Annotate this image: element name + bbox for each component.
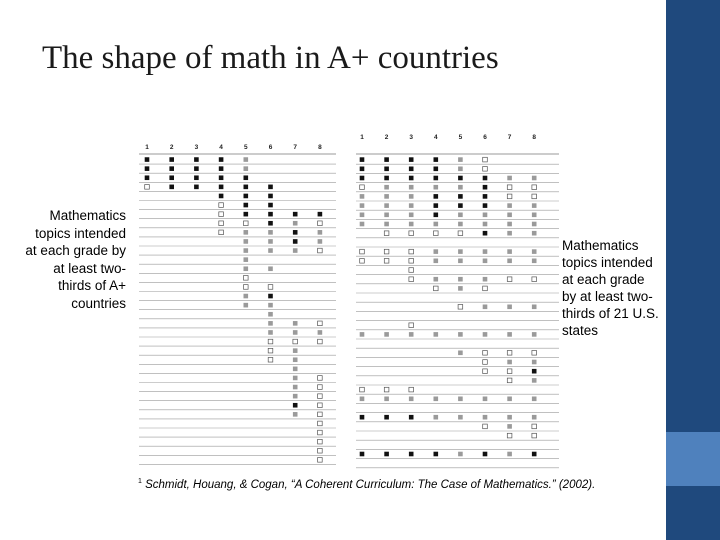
right-marker-open (409, 387, 414, 392)
left-marker-filled (244, 185, 249, 190)
left-marker-gray (244, 303, 249, 308)
right-marker-filled (360, 415, 365, 420)
a-plus-countries-topic-grid (137, 135, 338, 470)
right-marker-gray (507, 176, 512, 181)
right-marker-gray (507, 397, 512, 402)
right-marker-open (507, 194, 512, 199)
left-marker-open (318, 394, 323, 399)
left-marker-open (268, 357, 273, 362)
left-marker-open (219, 221, 224, 226)
left-marker-gray (244, 230, 249, 235)
right-marker-open (483, 351, 488, 356)
right-marker-filled (409, 176, 414, 181)
left-marker-gray (318, 239, 323, 244)
left-marker-open (318, 448, 323, 453)
left-marker-filled (268, 185, 273, 190)
right-marker-gray (384, 194, 389, 199)
right-marker-gray (434, 222, 439, 227)
left-marker-gray (268, 248, 273, 253)
right-marker-filled (458, 194, 463, 199)
right-marker-filled (409, 157, 414, 162)
right-marker-open (409, 231, 414, 236)
right-marker-open (384, 259, 389, 264)
right-marker-gray (360, 194, 365, 199)
left-marker-open (318, 339, 323, 344)
right-marker-gray (384, 222, 389, 227)
right-marker-gray (458, 397, 463, 402)
right-marker-open (360, 259, 365, 264)
right-grade-label: 4 (433, 134, 438, 141)
left-marker-open (244, 276, 249, 281)
left-marker-gray (318, 330, 323, 335)
left-marker-open (244, 285, 249, 290)
left-marker-gray (244, 294, 249, 299)
left-marker-filled (293, 403, 298, 408)
right-marker-filled (458, 176, 463, 181)
left-marker-open (318, 403, 323, 408)
right-marker-open (483, 157, 488, 162)
left-marker-gray (268, 321, 273, 326)
left-grade-label: 8 (318, 144, 322, 151)
right-marker-gray (532, 378, 537, 383)
slide-title: The shape of math in A+ countries (42, 40, 499, 76)
left-marker-filled (194, 166, 199, 171)
left-marker-gray (244, 239, 249, 244)
left-marker-gray (244, 166, 249, 171)
left-grade-label: 1 (145, 144, 149, 151)
right-marker-gray (532, 231, 537, 236)
left-grade-label: 6 (268, 144, 273, 151)
left-marker-filled (293, 212, 298, 217)
right-marker-gray (507, 360, 512, 365)
right-marker-gray (360, 222, 365, 227)
right-marker-filled (483, 176, 488, 181)
right-marker-gray (458, 277, 463, 282)
right-marker-gray (409, 213, 414, 218)
left-marker-filled (268, 203, 273, 208)
right-grade-label: 3 (409, 134, 414, 141)
right-marker-open (507, 369, 512, 374)
right-marker-gray (483, 332, 488, 337)
left-marker-open (318, 439, 323, 444)
right-marker-open (360, 185, 365, 190)
a-plus-grid-svg (137, 135, 338, 470)
right-marker-open (507, 185, 512, 190)
left-marker-gray (268, 266, 273, 271)
right-marker-gray (434, 249, 439, 254)
right-grade-label: 6 (483, 134, 487, 141)
right-marker-gray (507, 259, 512, 264)
right-marker-gray (434, 277, 439, 282)
right-marker-open (409, 268, 414, 273)
right-marker-open (507, 277, 512, 282)
right-marker-filled (483, 452, 488, 457)
right-marker-filled (483, 194, 488, 199)
right-marker-gray (507, 203, 512, 208)
citation-text: Schmidt, Houang, & Cogan, “A Coherent Curriculum: The Case of Mathematics.” (2002). (145, 478, 596, 491)
left-marker-filled (244, 194, 249, 199)
right-marker-gray (434, 185, 439, 190)
right-marker-gray (483, 415, 488, 420)
right-marker-open (507, 378, 512, 383)
left-marker-open (318, 385, 323, 390)
right-marker-open (532, 194, 537, 199)
right-marker-gray (507, 452, 512, 457)
right-marker-gray (360, 332, 365, 337)
right-marker-gray (409, 203, 414, 208)
right-marker-gray (384, 185, 389, 190)
right-marker-gray (434, 397, 439, 402)
left-marker-gray (268, 239, 273, 244)
left-marker-filled (219, 194, 224, 199)
left-marker-filled (219, 166, 224, 171)
left-marker-open (219, 203, 224, 208)
right-marker-gray (409, 194, 414, 199)
left-marker-filled (194, 175, 199, 180)
right-marker-gray (507, 231, 512, 236)
left-marker-filled (219, 175, 224, 180)
right-marker-gray (507, 424, 512, 429)
right-grade-label: 5 (458, 134, 463, 141)
right-marker-gray (360, 203, 365, 208)
left-marker-gray (244, 266, 249, 271)
right-marker-gray (483, 222, 488, 227)
right-marker-filled (360, 176, 365, 181)
right-marker-filled (434, 452, 439, 457)
left-marker-filled (145, 175, 150, 180)
right-marker-gray (507, 213, 512, 218)
left-marker-filled (169, 175, 174, 180)
left-grade-label: 2 (169, 144, 174, 151)
right-marker-filled (360, 167, 365, 172)
left-marker-gray (268, 312, 273, 317)
right-marker-filled (360, 452, 365, 457)
left-marker-filled (145, 157, 150, 162)
citation-marker: 1 (138, 478, 142, 485)
left-marker-filled (169, 185, 174, 190)
left-marker-filled (219, 185, 224, 190)
right-marker-gray (360, 213, 365, 218)
right-marker-open (384, 231, 389, 236)
left-marker-filled (194, 185, 199, 190)
left-marker-open (318, 221, 323, 226)
right-marker-gray (483, 277, 488, 282)
right-marker-filled (384, 167, 389, 172)
right-marker-gray (532, 332, 537, 337)
left-marker-gray (244, 257, 249, 262)
left-marker-filled (293, 239, 298, 244)
right-marker-open (384, 387, 389, 392)
left-marker-gray (293, 357, 298, 362)
left-marker-gray (293, 376, 298, 381)
right-marker-gray (507, 305, 512, 310)
right-marker-filled (434, 176, 439, 181)
right-marker-gray (434, 415, 439, 420)
left-marker-open (145, 185, 150, 190)
right-marker-gray (483, 249, 488, 254)
right-marker-open (483, 424, 488, 429)
right-marker-gray (458, 332, 463, 337)
right-marker-filled (384, 157, 389, 162)
left-marker-gray (268, 230, 273, 235)
right-marker-gray (458, 222, 463, 227)
right-marker-gray (483, 213, 488, 218)
right-marker-gray (409, 185, 414, 190)
right-grade-label: 2 (384, 134, 389, 141)
left-marker-gray (293, 367, 298, 372)
right-marker-gray (458, 415, 463, 420)
left-marker-gray (244, 157, 249, 162)
left-grade-label: 5 (243, 144, 248, 151)
left-marker-open (318, 321, 323, 326)
right-marker-gray (532, 305, 537, 310)
right-marker-filled (409, 167, 414, 172)
right-marker-open (409, 259, 414, 264)
left-marker-gray (293, 394, 298, 399)
right-marker-open (434, 231, 439, 236)
right-marker-open (483, 167, 488, 172)
left-marker-gray (244, 248, 249, 253)
right-grade-label: 1 (360, 134, 364, 141)
right-marker-gray (532, 249, 537, 254)
right-marker-filled (384, 415, 389, 420)
right-marker-gray (458, 259, 463, 264)
left-marker-open (318, 412, 323, 417)
right-marker-gray (483, 305, 488, 310)
right-marker-filled (434, 213, 439, 218)
right-marker-gray (409, 332, 414, 337)
right-marker-open (507, 433, 512, 438)
right-marker-gray (507, 249, 512, 254)
right-marker-filled (483, 185, 488, 190)
right-marker-gray (532, 222, 537, 227)
left-marker-filled (293, 230, 298, 235)
right-marker-filled (458, 203, 463, 208)
right-marker-filled (434, 157, 439, 162)
right-marker-gray (458, 249, 463, 254)
left-marker-open (268, 348, 273, 353)
right-marker-filled (384, 452, 389, 457)
right-marker-filled (434, 203, 439, 208)
left-marker-open (219, 212, 224, 217)
right-marker-open (384, 249, 389, 254)
left-marker-open (318, 458, 323, 463)
left-marker-filled (244, 212, 249, 217)
right-marker-open (360, 387, 365, 392)
left-grade-label: 4 (219, 144, 223, 151)
left-marker-filled (268, 221, 273, 226)
right-marker-gray (483, 397, 488, 402)
right-marker-gray (507, 332, 512, 337)
left-marker-filled (268, 294, 273, 299)
right-marker-gray (384, 213, 389, 218)
right-marker-gray (458, 286, 463, 291)
left-marker-gray (293, 385, 298, 390)
left-marker-gray (293, 321, 298, 326)
us-states-topic-grid (354, 125, 561, 470)
left-marker-open (244, 221, 249, 226)
right-marker-open (409, 277, 414, 282)
left-marker-gray (268, 330, 273, 335)
right-marker-gray (384, 397, 389, 402)
right-marker-filled (384, 176, 389, 181)
sidebar-accent (666, 432, 720, 486)
left-marker-filled (268, 194, 273, 199)
right-marker-gray (532, 176, 537, 181)
right-marker-filled (360, 157, 365, 162)
right-marker-gray (532, 213, 537, 218)
left-marker-open (219, 230, 224, 235)
left-marker-filled (318, 212, 323, 217)
right-marker-open (409, 249, 414, 254)
left-marker-open (268, 285, 273, 290)
right-marker-open (434, 286, 439, 291)
right-marker-open (532, 351, 537, 356)
right-marker-open (458, 231, 463, 236)
right-marker-gray (384, 203, 389, 208)
right-marker-open (532, 277, 537, 282)
right-marker-gray (532, 415, 537, 420)
citation (138, 478, 595, 491)
right-marker-gray (483, 259, 488, 264)
left-table-caption: Mathematics topics intended at each grade by at least two-thirds of A+ countries (25, 208, 126, 311)
right-marker-gray (434, 259, 439, 264)
left-marker-gray (293, 330, 298, 335)
right-marker-gray (360, 397, 365, 402)
left-grade-label: 7 (293, 144, 298, 151)
right-marker-open (483, 286, 488, 291)
left-marker-filled (194, 157, 199, 162)
left-marker-open (318, 376, 323, 381)
right-marker-gray (384, 332, 389, 337)
left-marker-filled (268, 212, 273, 217)
right-marker-gray (532, 360, 537, 365)
left-marker-gray (293, 348, 298, 353)
left-marker-gray (293, 412, 298, 417)
right-marker-open (483, 369, 488, 374)
right-marker-gray (458, 452, 463, 457)
right-marker-gray (507, 222, 512, 227)
right-marker-gray (507, 415, 512, 420)
right-marker-gray (532, 203, 537, 208)
right-marker-open (458, 305, 463, 310)
us-states-grid-svg (354, 125, 561, 470)
right-marker-filled (532, 452, 537, 457)
right-marker-gray (458, 213, 463, 218)
left-marker-open (268, 339, 273, 344)
left-grade-label: 3 (194, 144, 199, 151)
right-marker-filled (532, 369, 537, 374)
right-marker-open (507, 351, 512, 356)
left-marker-gray (293, 221, 298, 226)
right-marker-gray (532, 259, 537, 264)
left-marker-open (318, 430, 323, 435)
left-marker-filled (169, 157, 174, 162)
right-marker-filled (434, 194, 439, 199)
left-marker-filled (244, 175, 249, 180)
right-marker-filled (434, 167, 439, 172)
left-marker-gray (293, 248, 298, 253)
right-marker-gray (458, 167, 463, 172)
right-marker-gray (458, 351, 463, 356)
right-grade-label: 7 (507, 134, 512, 141)
right-marker-gray (434, 332, 439, 337)
left-marker-open (318, 421, 323, 426)
right-marker-filled (409, 452, 414, 457)
left-marker-gray (318, 230, 323, 235)
right-marker-gray (532, 397, 537, 402)
right-marker-filled (409, 415, 414, 420)
right-grade-label: 8 (532, 134, 537, 141)
left-marker-filled (219, 157, 224, 162)
right-marker-open (532, 424, 537, 429)
right-marker-open (483, 360, 488, 365)
left-marker-open (318, 248, 323, 253)
right-marker-filled (483, 203, 488, 208)
left-marker-filled (169, 166, 174, 171)
left-marker-gray (268, 303, 273, 308)
right-table-caption: Mathematics topics intended at each grade by at least two-thirds of 21 U.S. states (562, 238, 659, 338)
right-marker-open (409, 323, 414, 328)
right-marker-open (360, 249, 365, 254)
left-marker-filled (145, 166, 150, 171)
right-marker-gray (458, 185, 463, 190)
right-marker-open (532, 433, 537, 438)
right-marker-gray (409, 222, 414, 227)
right-marker-gray (409, 397, 414, 402)
left-marker-filled (244, 203, 249, 208)
right-marker-gray (458, 157, 463, 162)
right-marker-filled (483, 231, 488, 236)
left-marker-open (293, 339, 298, 344)
right-marker-open (532, 185, 537, 190)
